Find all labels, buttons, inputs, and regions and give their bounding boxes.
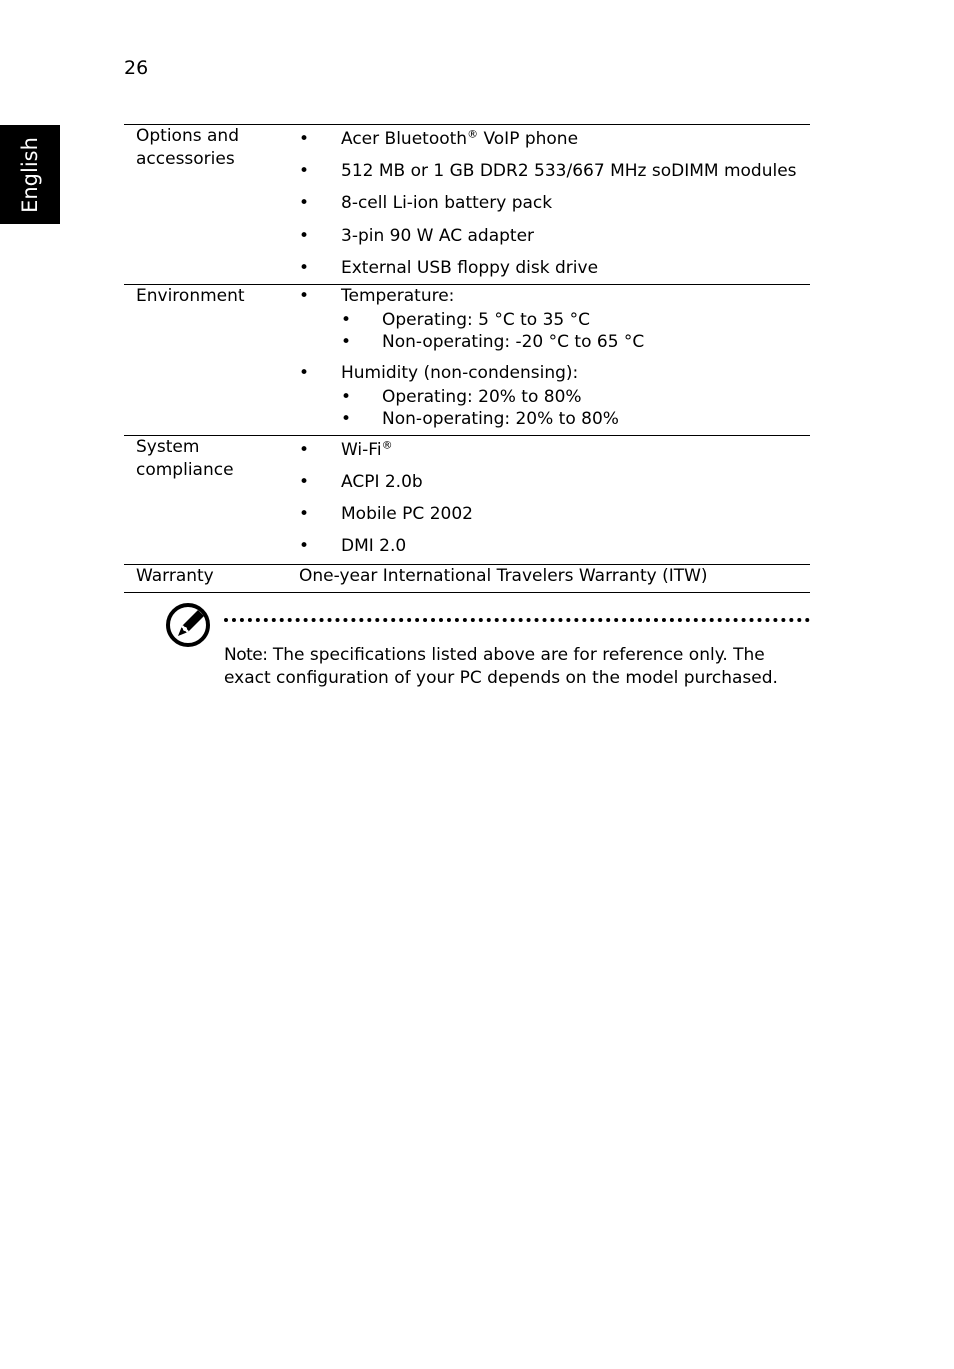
list-item <box>299 535 810 558</box>
bullet: • <box>341 310 352 330</box>
sub-item-text: Operating: 20% to 80% <box>382 387 582 407</box>
row-label <box>124 436 274 558</box>
note-line: exact configuration of your PC depends on the model purchased. <box>224 668 778 688</box>
item-text: External USB floppy disk drive <box>341 258 599 278</box>
row-label-line: Options and <box>136 126 239 146</box>
sub-item-text: Non-operating: 20% to 80% <box>382 409 619 429</box>
note-divider <box>224 618 810 622</box>
item-text: Acer Bluetooth® VoIP phone <box>341 127 579 149</box>
bullet: • <box>299 129 310 149</box>
bullet: • <box>299 504 310 524</box>
bullet: • <box>299 258 310 278</box>
spec-table <box>124 124 810 593</box>
sub-list-item <box>341 408 810 430</box>
spec-row-environment <box>124 284 810 435</box>
row-label-line: Environment <box>136 286 245 306</box>
sub-item-text: Non-operating: -20 °C to 65 °C <box>382 332 645 352</box>
item-text: 512 MB or 1 GB DDR2 533/667 MHz soDIMM modules <box>341 161 797 181</box>
sub-item-text: Operating: 5 °C to 35 °C <box>382 310 590 330</box>
row-label-line: compliance <box>136 460 234 480</box>
item-text: ACPI 2.0b <box>341 472 423 492</box>
list-item <box>299 285 810 362</box>
row-body <box>274 436 810 558</box>
item-text: 8-cell Li-ion battery pack <box>341 193 553 213</box>
bullet: • <box>299 536 310 556</box>
list-item <box>299 128 810 160</box>
item-text: Temperature: <box>341 286 455 306</box>
item-text: Humidity (non-condensing): <box>341 363 579 383</box>
bullet: • <box>299 161 310 181</box>
spec-row-options <box>124 124 810 284</box>
sub-list-item <box>341 386 810 408</box>
bullet: • <box>299 193 310 213</box>
note-text <box>224 644 810 690</box>
sub-list-item <box>341 309 810 331</box>
bullet: • <box>299 440 310 460</box>
spec-row-compliance <box>124 435 810 564</box>
row-label-line: System <box>136 437 200 457</box>
note-label: Note: <box>224 645 268 665</box>
bullet: • <box>341 409 352 429</box>
spec-row-warranty <box>124 564 810 593</box>
warranty-text: One-year International Travelers Warranty (ITW) <box>299 566 708 586</box>
language-tab <box>0 125 60 224</box>
list-item <box>299 362 810 430</box>
item-text: 3-pin 90 W AC adapter <box>341 226 535 246</box>
item-text: Mobile PC 2002 <box>341 504 473 524</box>
note-box <box>124 598 810 698</box>
sub-list-item <box>341 331 810 353</box>
bullet: • <box>299 472 310 492</box>
bullet: • <box>341 332 352 352</box>
list-item <box>299 192 810 225</box>
list-item <box>299 439 810 471</box>
row-label <box>124 285 274 430</box>
item-text: Wi-Fi® <box>341 438 393 460</box>
bullet: • <box>299 363 310 383</box>
row-body <box>274 125 810 280</box>
note-line: The specifications listed above are for reference only. The <box>267 645 765 665</box>
row-label <box>124 565 274 588</box>
item-text: DMI 2.0 <box>341 536 407 556</box>
list-item <box>299 225 810 257</box>
row-label <box>124 125 274 280</box>
sub-list <box>341 309 810 353</box>
bullet: • <box>299 226 310 246</box>
page-number: 26 <box>124 57 149 79</box>
list-item <box>299 471 810 503</box>
sub-list <box>341 386 810 430</box>
bullet: • <box>299 286 310 306</box>
list-item <box>299 160 810 192</box>
list-item <box>299 257 810 280</box>
row-label-line: accessories <box>136 149 235 169</box>
row-body <box>274 565 810 588</box>
list-item <box>299 503 810 535</box>
bullet: • <box>341 387 352 407</box>
row-body <box>274 285 810 430</box>
row-label-line: Warranty <box>136 566 214 586</box>
note-pencil-icon <box>164 600 212 648</box>
language-tab-label: English <box>18 136 43 213</box>
